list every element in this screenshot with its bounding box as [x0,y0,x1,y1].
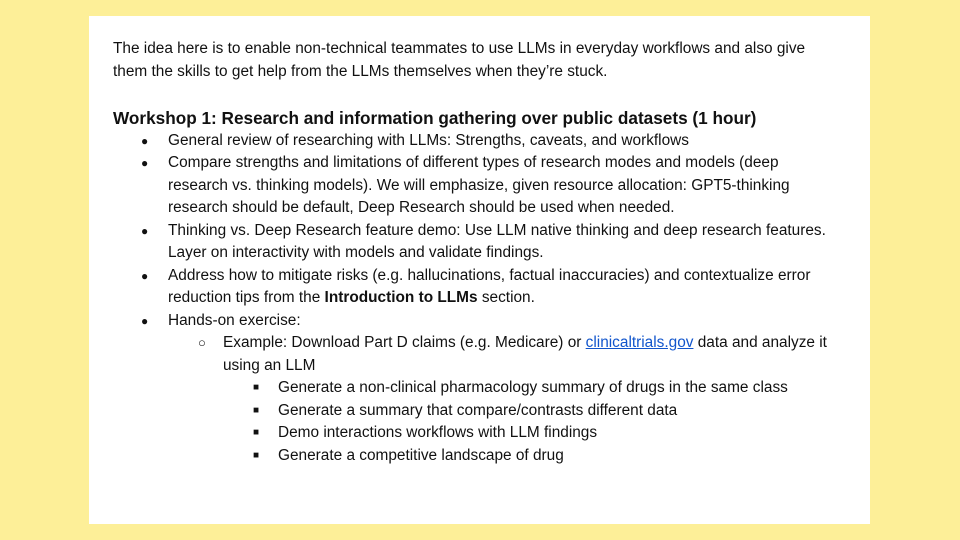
bullet-marker: ● [141,313,149,328]
sub-sub-list-item [223,400,833,423]
bullet-marker: ● [141,223,149,238]
workshop-heading: Workshop 1: Research and information gathering over public datasets (1 hour) [113,108,757,128]
bullet-text: Thinking vs. Deep Research feature demo: Use LLM native thinking and deep research features. Layer on interactivity with models and validate findings. [168,221,826,261]
sub-sub-text: Generate a summary that compare/contrasts different data [278,401,678,419]
bullet-text: General review of researching with LLMs: Strengths, caveats, and workflows [168,131,689,149]
list-item [113,152,833,220]
bullet-marker: ● [141,268,149,283]
bullet-text-part: section. [477,289,535,306]
square-marker: ■ [253,382,260,393]
list-item [113,265,833,310]
circle-marker: ○ [198,335,206,350]
list-item [113,220,833,265]
sub-sub-text: Generate a competitive landscape of drug [278,446,564,464]
sub-text-part: data and analyze it using an LLM [223,334,827,374]
document-page [89,16,870,524]
bullet-marker: ● [141,156,149,170]
intro-paragraph: The idea here is to enable non-technical teammates to use LLMs in everyday workflows and also give them the skills to get help from the LLMs themselves when they’re stuck. [113,40,806,80]
bullet-text: Compare strengths and limitations of different types of research modes and models (deep research vs. thinking models). We will emphasize, given resource allocation: GPT5-thinking research should be default, Deep Research should be used when needed. [168,154,790,216]
bullet-list [113,130,870,468]
square-marker: ■ [253,427,260,438]
sub-sub-list-item [223,377,833,400]
square-marker: ■ [253,449,260,461]
sub-text-part: Example: Download Part D claims (e.g. Medicare) or [223,334,586,351]
sub-sub-list-item [223,445,833,468]
bullet-marker: ● [141,133,149,148]
bold-section-reference: Introduction to LLMs [324,289,478,306]
sub-list-item [168,332,833,467]
bullet-text: Hands-on exercise: [168,311,301,329]
bullet-text-part: Address how to mitigate risks (e.g. hallucinations, factual inaccuracies) and contextualize error reduction tips from the [168,266,811,306]
sub-sub-text: Generate a non-clinical pharmacology summary of drugs in the same class [278,379,788,396]
sub-list [168,332,833,467]
sub-sub-text: Demo interactions workflows with LLM findings [278,424,598,441]
sub-sub-list-item [223,422,833,445]
clinicaltrials-link[interactable]: clinicaltrials.gov [585,334,694,351]
square-marker: ■ [253,404,260,416]
list-item [113,130,833,153]
list-item [113,310,833,468]
sub-sub-list [223,377,833,467]
